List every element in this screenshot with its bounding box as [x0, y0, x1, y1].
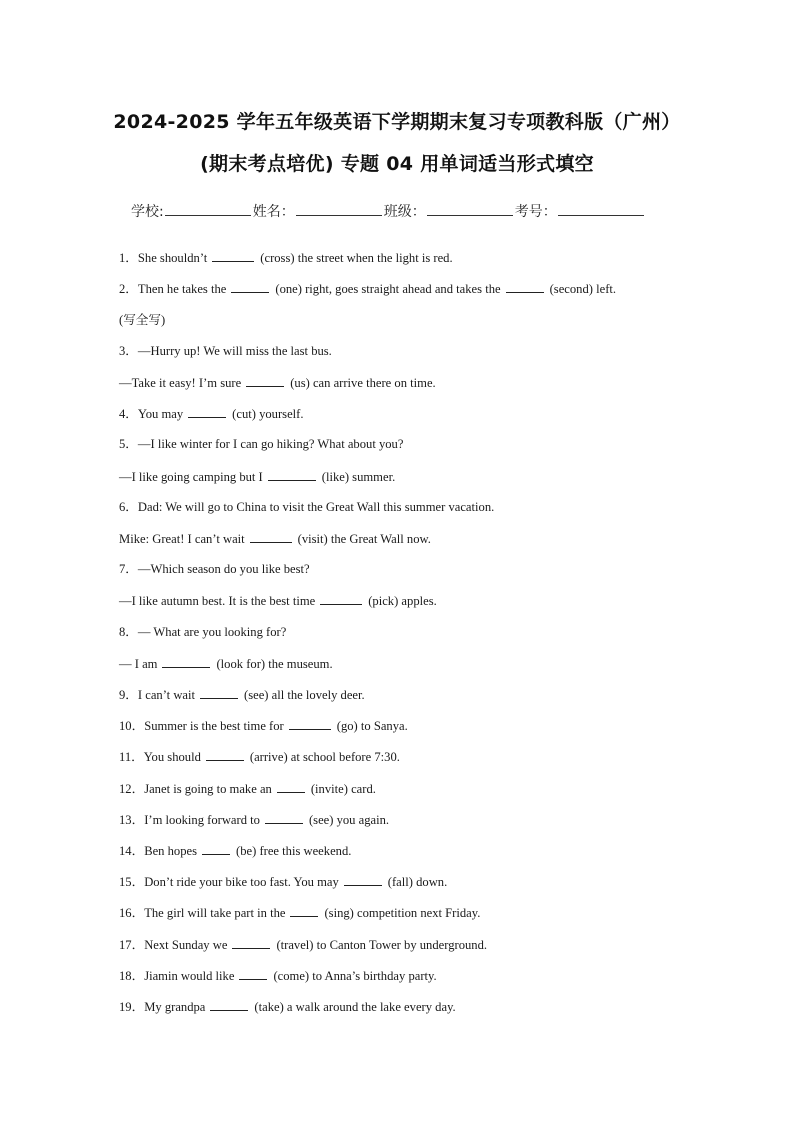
question-8-reply [119, 655, 333, 672]
question-13 [119, 811, 389, 828]
answer-blank[interactable] [210, 998, 248, 1011]
question-text: (travel) to Canton Tower by underground. [276, 938, 488, 952]
question-text: 16．The girl will take part in the [119, 906, 286, 920]
question-4 [119, 405, 304, 422]
answer-blank[interactable] [231, 280, 269, 293]
question-text: (second) left. [549, 282, 617, 296]
question-8 [119, 624, 286, 640]
question-9 [119, 686, 365, 703]
answer-blank[interactable] [320, 592, 362, 605]
question-text: (see) all the lovely deer. [244, 688, 365, 702]
question-17 [119, 936, 487, 953]
question-text: 14．Ben hopes [119, 844, 198, 858]
answer-blank[interactable] [250, 530, 292, 543]
question-5 [119, 436, 403, 452]
question-text: 5．—I like winter for I can go hiking? What about you? [119, 437, 404, 451]
question-text: (sing) competition next Friday. [324, 906, 481, 920]
exam-number-field[interactable] [558, 201, 644, 216]
question-text: (visit) the Great Wall now. [297, 532, 431, 546]
question-text: (be) free this weekend. [236, 844, 352, 858]
question-6 [119, 499, 494, 515]
answer-blank[interactable] [212, 249, 254, 262]
question-text: (arrive) at school before 7:30. [249, 750, 400, 764]
exam-number-label: 考号： [514, 204, 557, 220]
question-6-reply [119, 530, 431, 547]
question-19 [119, 998, 456, 1015]
question-text: (go) to Sanya. [336, 719, 408, 733]
question-text: 1．She shouldn’t [119, 251, 208, 265]
question-text: 12．Janet is going to make an [119, 782, 272, 796]
question-text: — I am [119, 657, 158, 671]
question-3-reply [119, 374, 436, 391]
answer-blank[interactable] [277, 780, 305, 793]
question-text: (invite) card. [310, 782, 376, 796]
question-text: 6．Dad: We will go to China to visit the Great Wall this summer vacation. [119, 500, 495, 514]
question-text: 4．You may [119, 407, 184, 421]
name-label: 姓名： [252, 204, 295, 220]
question-text: (fall) down. [387, 875, 448, 889]
worksheet-subtitle: (期末考点培优) 专题 04 用单词适当形式填空 [200, 153, 594, 175]
answer-blank[interactable] [246, 374, 284, 387]
answer-blank[interactable] [206, 748, 244, 761]
question-3 [119, 343, 332, 359]
question-text: 10．Summer is the best time for [119, 719, 284, 733]
question-text: 18．Jiamin would like [119, 969, 235, 983]
school-field[interactable] [165, 201, 251, 216]
question-14 [119, 842, 351, 859]
question-text: 2．Then he takes the [119, 282, 227, 296]
question-7 [119, 561, 310, 577]
answer-blank[interactable] [268, 468, 316, 481]
question-text: (look for) the museum. [216, 657, 333, 671]
question-text: (take) a walk around the lake every day. [254, 1000, 456, 1014]
answer-blank[interactable] [289, 717, 331, 730]
question-5-reply [119, 468, 395, 485]
question-text: 17．Next Sunday we [119, 938, 228, 952]
answer-blank[interactable] [232, 936, 270, 949]
question-text: 7．—Which season do you like best? [119, 562, 310, 576]
question-18 [119, 967, 437, 984]
question-text: —I like going camping but I [119, 470, 263, 484]
question-text: (come) to Anna’s birthday party. [273, 969, 437, 983]
question-7-reply [119, 592, 437, 609]
question-text: 3．—Hurry up! We will miss the last bus. [119, 344, 332, 358]
answer-blank[interactable] [188, 405, 226, 418]
question-text: 11．You should [119, 750, 201, 764]
question-text: (cut) yourself. [232, 407, 304, 421]
answer-blank[interactable] [202, 842, 230, 855]
class-label: 班级： [383, 204, 426, 220]
answer-blank[interactable] [265, 811, 303, 824]
question-text: (cross) the street when the light is red. [260, 251, 453, 265]
student-info-line [131, 201, 646, 221]
question-text: (pick) apples. [368, 594, 437, 608]
answer-blank[interactable] [506, 280, 544, 293]
question-text: (写全写) [119, 313, 166, 327]
question-2-note [119, 312, 165, 328]
question-10 [119, 717, 408, 734]
question-text: (us) can arrive there on time. [290, 376, 436, 390]
name-field[interactable] [296, 201, 382, 216]
answer-blank[interactable] [290, 904, 318, 917]
question-text: Mike: Great! I can’t wait [119, 532, 245, 546]
school-label: 学校: [131, 204, 164, 220]
question-text: (one) right, goes straight ahead and takes the [275, 282, 501, 296]
question-text: 9．I can’t wait [119, 688, 196, 702]
class-field[interactable] [427, 201, 513, 216]
answer-blank[interactable] [239, 967, 267, 980]
question-text: 13．I’m looking forward to [119, 813, 260, 827]
answer-blank[interactable] [162, 655, 210, 668]
question-text: 15．Don’t ride your bike too fast. You may [119, 875, 339, 889]
question-text: 8．— What are you looking for? [119, 625, 287, 639]
question-16 [119, 904, 480, 921]
worksheet-title: 2024-2025 学年五年级英语下学期期末复习专项教科版（广州） [113, 111, 681, 133]
answer-blank[interactable] [344, 873, 382, 886]
question-text: 19．My grandpa [119, 1000, 206, 1014]
answer-blank[interactable] [200, 686, 238, 699]
question-2 [119, 280, 616, 297]
question-15 [119, 873, 447, 890]
question-text: —Take it easy! I’m sure [119, 376, 242, 390]
question-12 [119, 780, 376, 797]
question-text: (see) you again. [308, 813, 390, 827]
question-11 [119, 748, 400, 765]
question-text: —I like autumn best. It is the best time [119, 594, 316, 608]
question-text: (like) summer. [321, 470, 396, 484]
question-1 [119, 249, 453, 266]
